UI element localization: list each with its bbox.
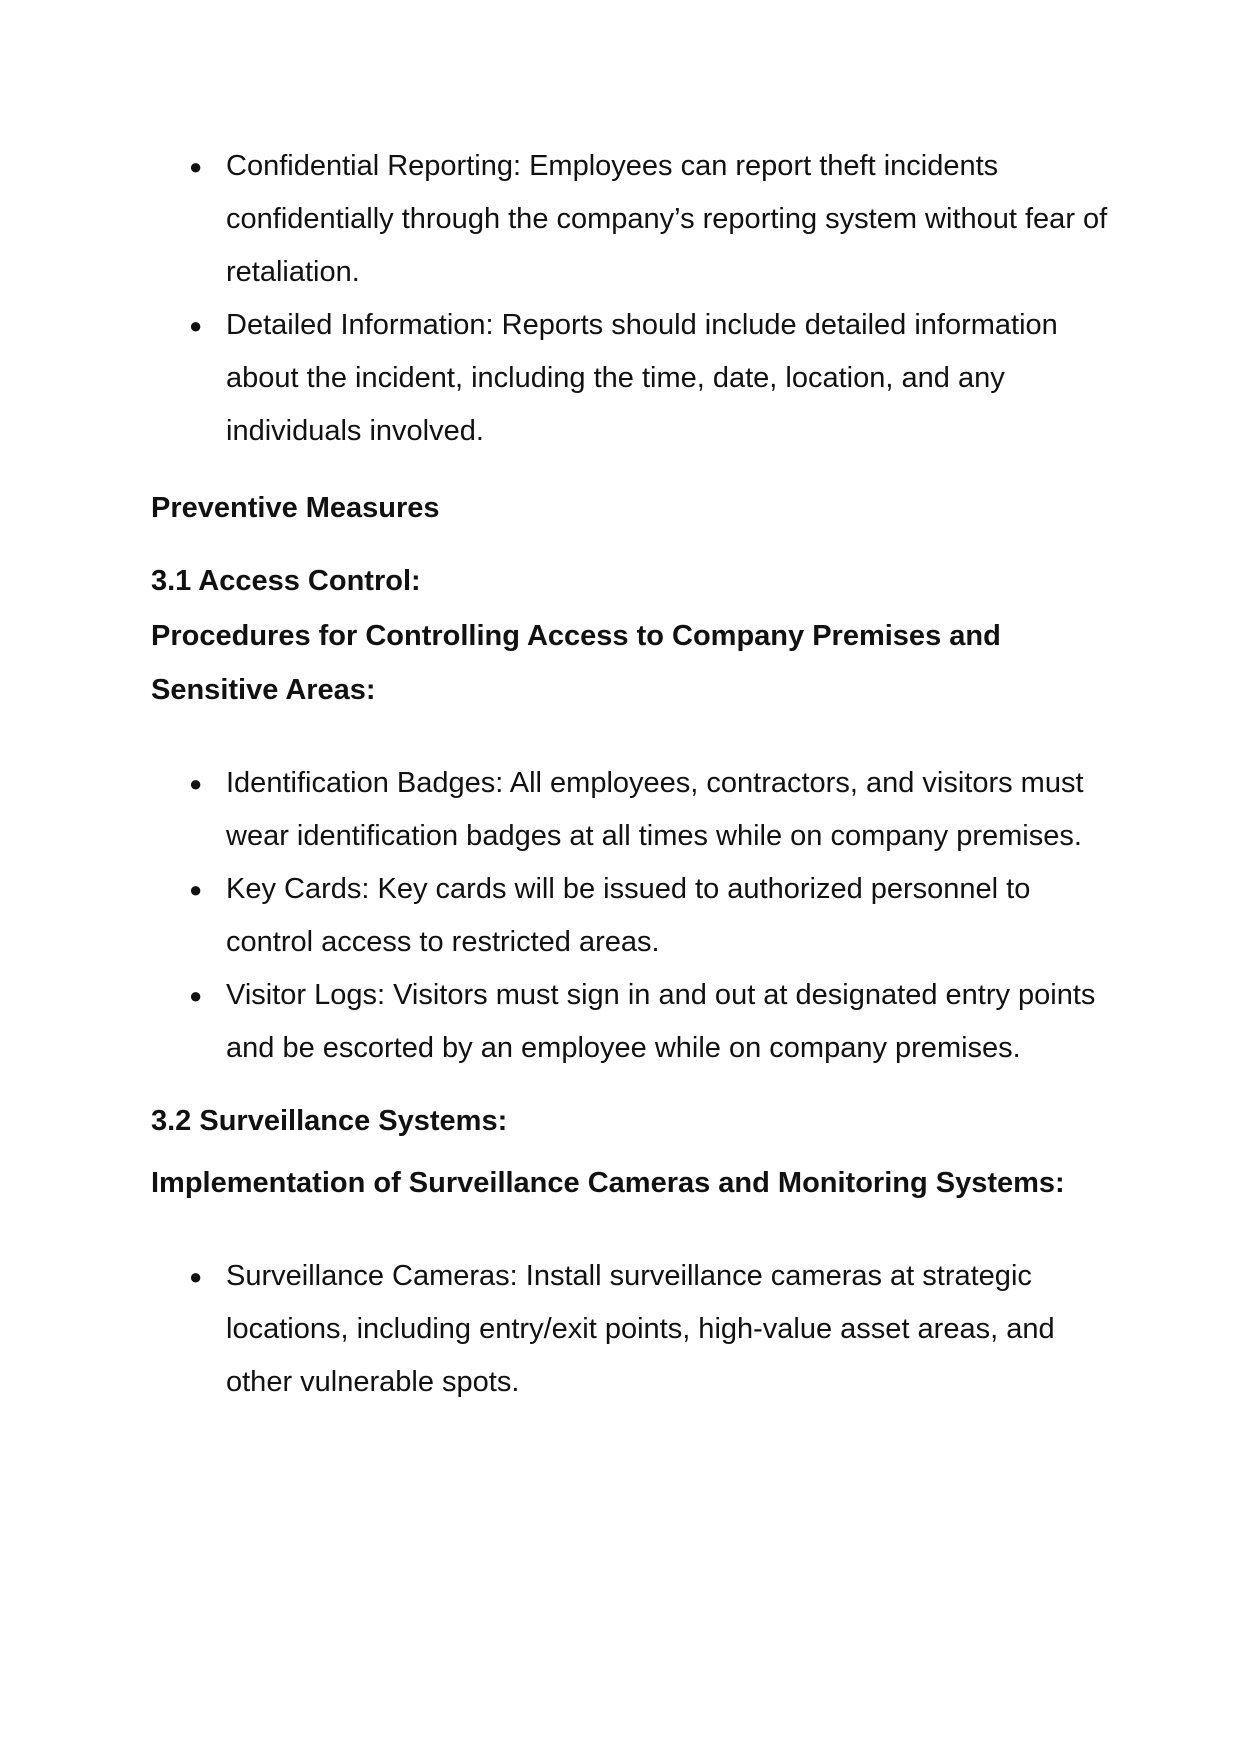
bullet-icon: ● bbox=[189, 313, 203, 338]
list-item-text: Confidential Reporting: Employees can report theft incidents confidentially through the company’s reporting system without fear of retaliation. bbox=[226, 150, 1108, 288]
list-item bbox=[151, 140, 1111, 299]
heading-access-control: 3.1 Access Control: bbox=[151, 565, 421, 597]
subheading-access-procedures: Procedures for Controlling Access to Company Premises and Sensitive Areas: bbox=[151, 620, 1001, 706]
bullet-icon: ● bbox=[189, 771, 203, 796]
page-content bbox=[151, 140, 1111, 1409]
subheading-surveillance-implementation: Implementation of Surveillance Cameras and Monitoring Systems: bbox=[151, 1167, 1065, 1199]
list-item-text: Surveillance Cameras: Install surveillance cameras at strategic locations, including entry/exit points, high-value asset areas, and other vulnerable spots. bbox=[226, 1260, 1055, 1398]
bullet-icon: ● bbox=[189, 1264, 203, 1289]
list-item bbox=[151, 299, 1111, 458]
reporting-list bbox=[151, 140, 1111, 458]
access-control-list bbox=[151, 757, 1111, 1075]
bullet-icon: ● bbox=[189, 154, 203, 179]
list-item-text: Visitor Logs: Visitors must sign in and out at designated entry points and be escorted by an employee while on company premises. bbox=[226, 979, 1096, 1064]
list-item bbox=[151, 863, 1111, 969]
heading-surveillance-systems: 3.2 Surveillance Systems: bbox=[151, 1105, 508, 1137]
list-item bbox=[151, 757, 1111, 863]
section-title-preventive-measures: Preventive Measures bbox=[151, 492, 440, 524]
bullet-icon: ● bbox=[189, 877, 203, 902]
bullet-icon: ● bbox=[189, 983, 203, 1008]
surveillance-list bbox=[151, 1250, 1111, 1409]
list-item-text: Identification Badges: All employees, contractors, and visitors must wear identification badges at all times while on company premises. bbox=[226, 767, 1084, 852]
list-item-text: Key Cards: Key cards will be issued to authorized personnel to control access to restricted areas. bbox=[226, 873, 1031, 958]
list-item bbox=[151, 1250, 1111, 1409]
list-item-text: Detailed Information: Reports should include detailed information about the incident, including the time, date, location, and any individuals involved. bbox=[226, 309, 1058, 447]
list-item bbox=[151, 969, 1111, 1075]
